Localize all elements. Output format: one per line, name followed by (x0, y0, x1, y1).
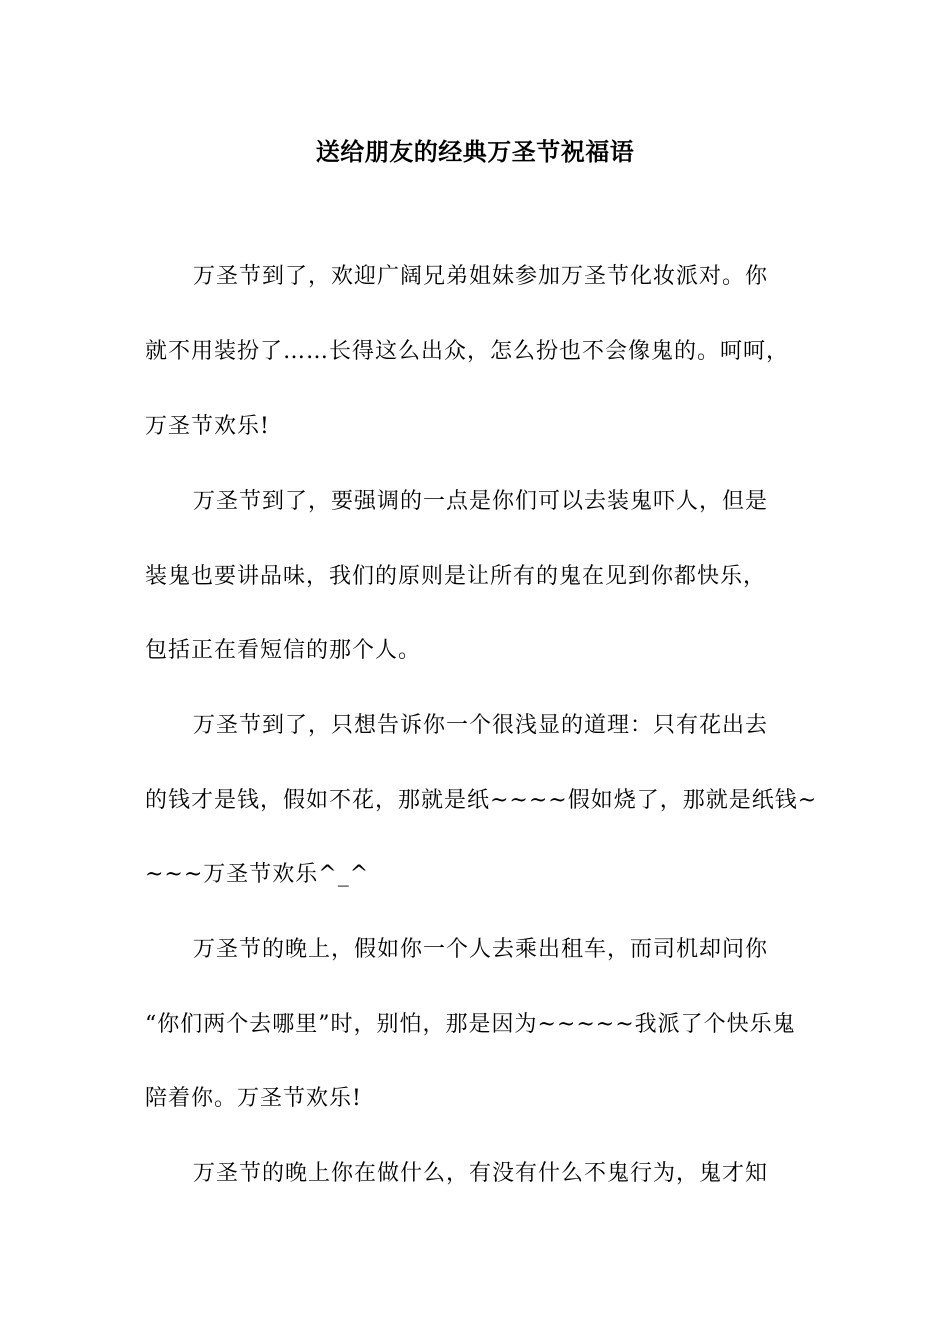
paragraph-1-line-1: 万圣节到了，欢迎广阔兄弟姐妹参加万圣节化妆派对。你 (193, 264, 769, 289)
paragraph-4-line-2: “你们两个去哪里”时，别怕，那是因为~~~~~我派了个快乐鬼 (145, 1012, 796, 1037)
paragraph-3-line-3: ~~~万圣节欢乐^_^ (145, 862, 370, 887)
paragraph-4-line-1: 万圣节的晚上，假如你一个人去乘出租车，而司机却问你 (193, 937, 769, 962)
paragraph-4-line-3: 陪着你。万圣节欢乐! (145, 1086, 362, 1111)
paragraph-3-line-2: 的钱才是钱，假如不花，那就是纸~~~~假如烧了，那就是纸钱~ (145, 788, 818, 813)
paragraph-2-line-2: 装鬼也要讲品味，我们的原则是让所有的鬼在见到你都快乐， (145, 564, 767, 589)
document-title: 送给朋友的经典万圣节祝福语 (315, 137, 635, 166)
paragraph-2-line-1: 万圣节到了，要强调的一点是你们可以去装鬼吓人，但是 (193, 489, 769, 514)
paragraph-5-line-1: 万圣节的晚上你在做什么，有没有什么不鬼行为，鬼才知 (193, 1161, 769, 1186)
paragraph-3-line-1: 万圣节到了，只想告诉你一个很浅显的道理：只有花出去 (193, 713, 769, 738)
paragraph-2-line-3: 包括正在看短信的那个人。 (145, 638, 422, 663)
paragraph-1-line-2: 就不用装扮了……长得这么出众，怎么扮也不会像鬼的。呵呵， (145, 339, 790, 364)
paragraph-1-line-3: 万圣节欢乐! (145, 414, 270, 439)
